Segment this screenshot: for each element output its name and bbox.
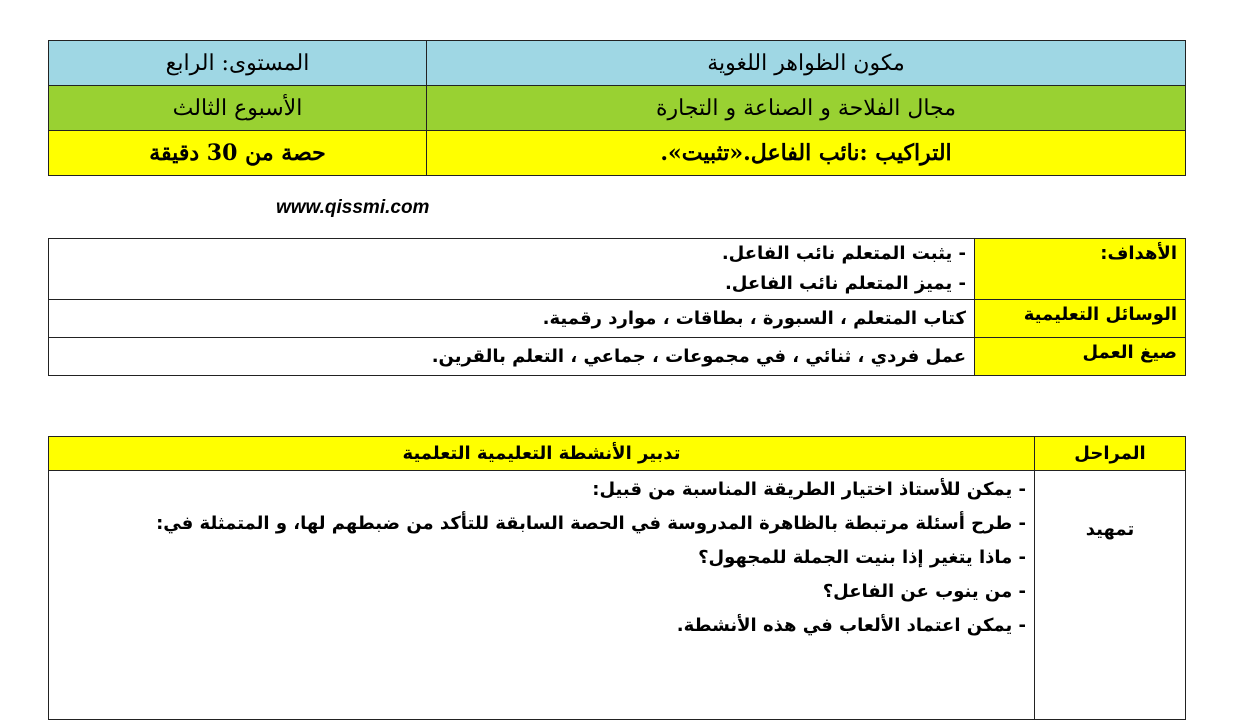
component-cell: مكون الظواهر اللغوية [427,41,1186,86]
activities-column-header: تدبير الأنشطة التعليمية التعلمية [49,437,1035,471]
means-cell: كتاب المتعلم ، السبورة ، بطاقات ، موارد رقمية. [49,300,975,338]
objectives-cell [49,239,975,300]
activity-line: - من ينوب عن الفاعل؟ [822,581,1026,602]
field-cell: مجال الفلاحة و الصناعة و التجارة [427,86,1186,131]
activity-line: - يمكن اعتماد الألعاب في هذه الأنشطة. [676,615,1026,636]
objective-item: - يميز المتعلم نائب الفاعل. [724,273,966,294]
lesson-header-table [48,40,1186,176]
activity-line: - يمكن للأستاذ اختيار الطريقة المناسبة من قبيل: [592,479,1026,500]
lesson-info-table [48,238,1186,376]
week-cell: الأسبوع الثالث [49,86,427,131]
objective-item: - يثبت المتعلم نائب الفاعل. [721,243,966,264]
level-cell: المستوى: الرابع [49,41,427,86]
stage-name-cell: تمهيد [1035,471,1186,720]
website-link[interactable]: www.qissmi.com [276,197,430,218]
stages-column-header: المراحل [1035,437,1186,471]
work-label: صيغ العمل [975,338,1186,376]
means-label: الوسائل التعليمية [975,300,1186,338]
work-cell: عمل فردي ، ثنائي ، في مجموعات ، جماعي ، التعلم بالقرين. [49,338,975,376]
activity-line: - ماذا يتغير إذا بنيت الجملة للمجهول؟ [698,547,1026,568]
stages-table [48,436,1186,720]
objectives-label: الأهداف: [975,239,1186,300]
activity-line: - طرح أسئلة مرتبطة بالظاهرة المدروسة في الحصة السابقة للتأكد من ضبطهم لها، و المتمثلة في: [156,513,1026,534]
activities-cell [49,471,1035,720]
session-cell: حصة من 30 دقيقة [49,131,427,176]
lesson-cell: التراكيب :نائب الفاعل.«تثبيت». [427,131,1186,176]
